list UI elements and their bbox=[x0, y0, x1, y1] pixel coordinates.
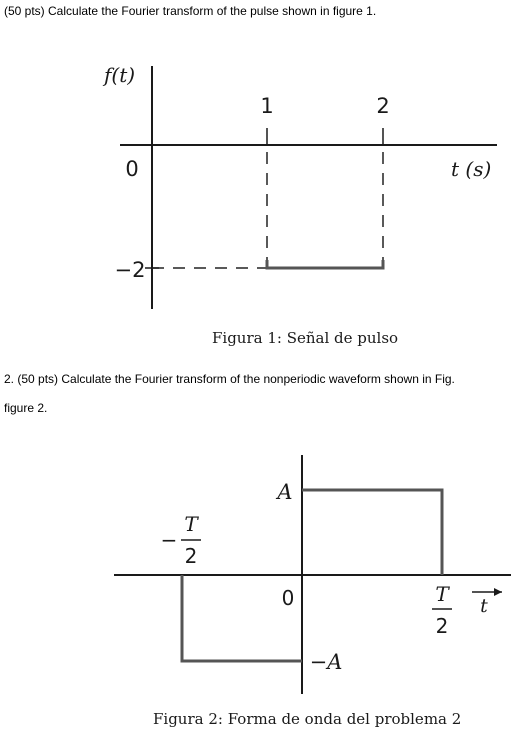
fig2-neg-den: 2 bbox=[184, 544, 198, 568]
fig2-t-label: t bbox=[480, 595, 488, 617]
figure-2-caption: Figura 2: Forma de onda del problema 2 bbox=[153, 710, 462, 728]
fig2-waveform-positive bbox=[302, 490, 442, 575]
fig2-origin: 0 bbox=[281, 586, 295, 610]
fig1-y-label: f(t) bbox=[104, 63, 136, 87]
fig2-t-arrowhead bbox=[494, 588, 502, 596]
question-1-text: (50 pts) Calculate the Fourier transform of the pulse shown in figure 1. bbox=[4, 4, 377, 18]
fig1-tick-label-0: 0 bbox=[125, 157, 139, 181]
fig2-neg-num: T bbox=[184, 512, 198, 536]
fig1-tick-label-2: 2 bbox=[376, 94, 390, 118]
fig2-pos-num: T bbox=[435, 582, 449, 606]
question-2-continuation: figure 2. bbox=[4, 401, 48, 415]
fig2-neg-sign: − bbox=[160, 528, 178, 552]
fig1-tick-label-neg2: −2 bbox=[114, 258, 146, 282]
fig2-amplitude-neg: −A bbox=[309, 650, 343, 674]
question-2-text: 2. (50 pts) Calculate the Fourier transform of the nonperiodic waveform shown in Fig. bbox=[4, 372, 455, 386]
fig1-x-label: t (s) bbox=[451, 157, 492, 181]
fig2-pos-den: 2 bbox=[435, 614, 449, 638]
figure-1-caption: Figura 1: Señal de pulso bbox=[212, 329, 399, 347]
fig1-tick-label-1: 1 bbox=[260, 94, 274, 118]
fig2-amplitude-pos: A bbox=[277, 480, 293, 504]
